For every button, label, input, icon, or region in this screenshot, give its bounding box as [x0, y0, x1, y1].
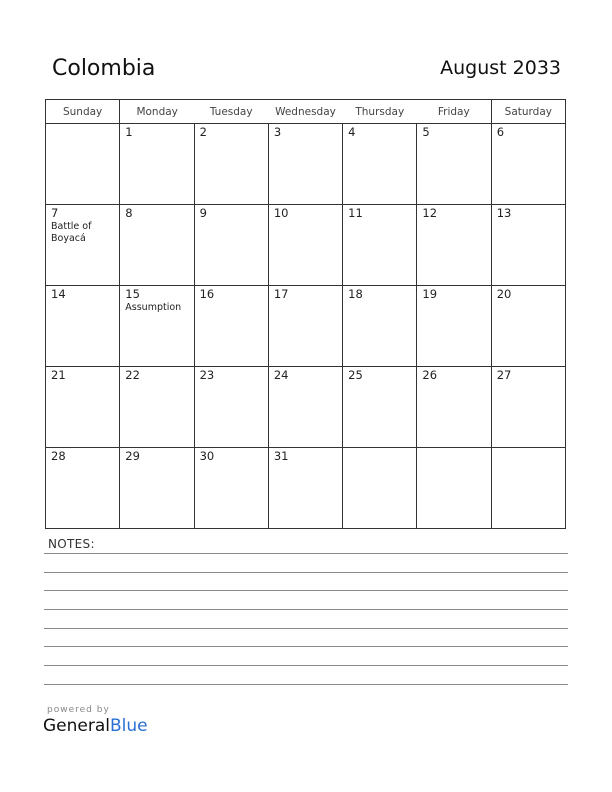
day-number: 31 — [273, 449, 289, 463]
holiday-label: Battle of Boyacá — [51, 221, 92, 244]
weekday-thursday: Thursday — [343, 100, 417, 124]
powered-by-text: powered by — [47, 705, 110, 715]
day-cell — [46, 448, 120, 529]
day-cell — [120, 448, 194, 529]
day-number: 30 — [199, 449, 215, 463]
day-cell — [194, 448, 268, 529]
brand-general: General — [43, 716, 110, 736]
day-cell — [46, 367, 120, 448]
day-cell — [194, 124, 268, 205]
day-cell — [268, 448, 342, 529]
day-number: 28 — [51, 449, 66, 463]
day-cell — [491, 286, 565, 367]
day-cell — [46, 124, 120, 205]
day-cell — [268, 124, 342, 205]
day-number: 5 — [422, 125, 430, 139]
day-cell — [120, 286, 194, 367]
notes-line — [44, 553, 568, 554]
day-number: 2 — [199, 125, 207, 139]
day-number: 1 — [125, 125, 133, 139]
day-number: 9 — [199, 206, 207, 220]
week-row — [46, 205, 566, 286]
month-year-title: August 2033 — [440, 57, 561, 79]
day-number: 21 — [51, 368, 66, 382]
holiday-label: Assumption — [125, 302, 182, 313]
day-number: 10 — [273, 206, 289, 220]
calendar-grid — [45, 99, 566, 529]
day-cell — [491, 448, 565, 529]
day-cell — [268, 367, 342, 448]
day-number: 26 — [422, 368, 438, 382]
week-row — [46, 367, 566, 448]
day-cell — [343, 124, 417, 205]
week-row — [46, 448, 566, 529]
week-row — [46, 286, 566, 367]
day-cell — [343, 286, 417, 367]
day-cell — [417, 367, 491, 448]
day-number: 13 — [496, 206, 512, 220]
day-cell — [268, 205, 342, 286]
day-number: 19 — [422, 287, 438, 301]
weekday-sunday: Sunday — [46, 100, 120, 124]
day-cell — [343, 448, 417, 529]
day-number: 11 — [348, 206, 363, 220]
notes-line — [44, 646, 568, 647]
day-number: 7 — [51, 206, 59, 220]
day-number: 4 — [348, 125, 356, 139]
notes-line — [44, 609, 568, 610]
day-number: 15 — [125, 287, 140, 301]
day-number: 25 — [348, 368, 363, 382]
day-cell — [46, 286, 120, 367]
day-cell — [120, 124, 194, 205]
day-cell — [268, 286, 342, 367]
day-number: 14 — [51, 287, 66, 301]
country-title: Colombia — [52, 56, 156, 81]
day-number: 20 — [496, 287, 512, 301]
brand-blue: Blue — [110, 716, 148, 736]
day-number: 29 — [125, 449, 140, 463]
day-number: 17 — [273, 287, 289, 301]
day-cell — [417, 448, 491, 529]
day-cell — [491, 124, 565, 205]
notes-line — [44, 572, 568, 573]
notes-line — [44, 665, 568, 666]
calendar-body — [46, 124, 566, 529]
day-number: 16 — [199, 287, 215, 301]
weekday-monday: Monday — [120, 100, 194, 124]
day-number: 18 — [348, 287, 363, 301]
day-cell — [417, 124, 491, 205]
day-cell — [343, 367, 417, 448]
day-cell — [194, 367, 268, 448]
day-cell — [343, 205, 417, 286]
weekday-friday: Friday — [417, 100, 491, 124]
weekday-tuesday: Tuesday — [194, 100, 268, 124]
day-number: 23 — [199, 368, 215, 382]
day-cell — [491, 205, 565, 286]
generalblue-logo — [43, 716, 148, 736]
day-number: 24 — [273, 368, 289, 382]
weekday-header-row — [46, 100, 566, 124]
notes-line — [44, 684, 568, 685]
day-cell — [120, 205, 194, 286]
day-number: 3 — [273, 125, 282, 139]
day-cell — [194, 205, 268, 286]
weekday-saturday: Saturday — [491, 100, 565, 124]
day-cell — [120, 367, 194, 448]
notes-label: NOTES: — [48, 537, 95, 551]
notes-line — [44, 628, 568, 629]
day-cell — [194, 286, 268, 367]
day-number: 22 — [125, 368, 140, 382]
weekday-wednesday: Wednesday — [268, 100, 342, 124]
week-row — [46, 124, 566, 205]
day-number: 27 — [496, 368, 512, 382]
day-cell — [417, 286, 491, 367]
day-cell — [46, 205, 120, 286]
day-cell — [491, 367, 565, 448]
day-number: 12 — [422, 206, 438, 220]
notes-line — [44, 590, 568, 591]
day-cell — [417, 205, 491, 286]
day-number: 8 — [125, 206, 133, 220]
day-number: 6 — [496, 125, 505, 139]
